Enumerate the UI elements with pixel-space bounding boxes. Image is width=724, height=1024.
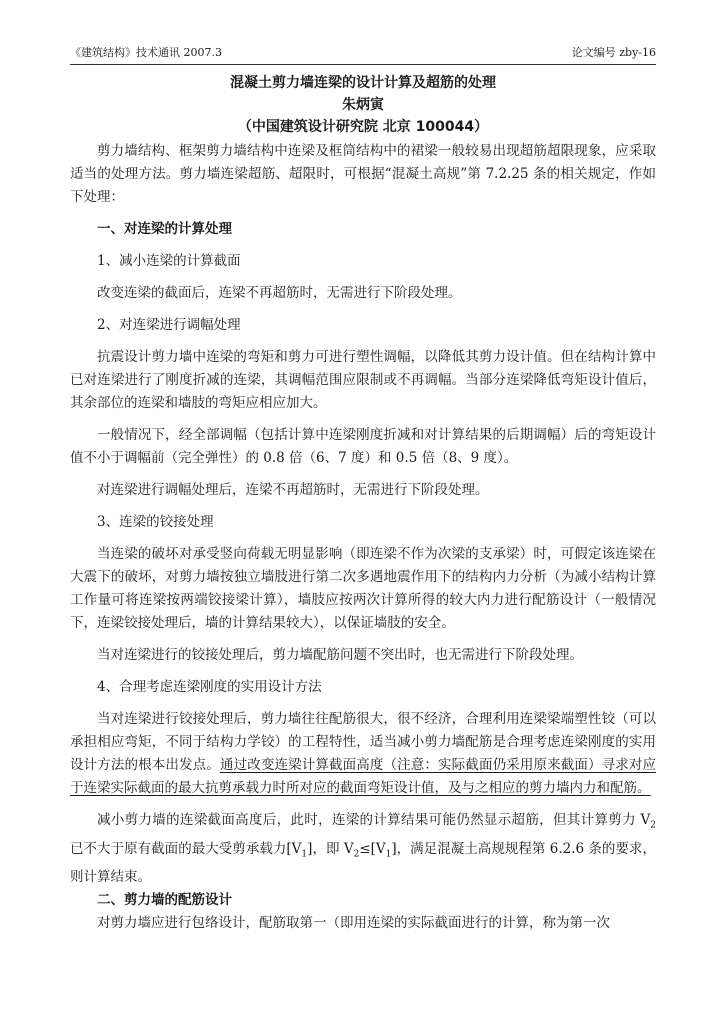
- subscript: 2: [650, 820, 656, 831]
- document-page: [70, 0, 656, 1024]
- paper-title: 混凝土剪力墙连梁的设计计算及超筋的处理: [230, 75, 496, 91]
- intro-paragraph: 剪力墙结构、框架剪力墙结构中连梁及框筒结构中的裙梁一般较易出现超筋超限现象，应采取适当的处理方法。剪力墙连梁超筋、超限时，可根据“混凝土高规”第 7.2.25 条的相关规定，作如下处理：: [70, 143, 656, 205]
- paragraph: 当连梁的破坏对承受竖向荷载无明显影响（即连梁不作为次梁的支承梁）时，可假定该连梁在大震下的破坏，对剪力墙按独立墙肢进行第二次多遇地震作用下的结构内力分析（为减小结构计算工作量可将连梁按两端铰接梁计算），墙肢应按两次计算所得的较大内力进行配筋设计（一般情况下，连梁铰接处理后，墙的计算结果较大），以保证墙肢的安全。: [70, 546, 656, 631]
- text-run: ≤[V: [359, 840, 386, 857]
- affiliation: （中国建筑设计研究院 北京 100044）: [237, 119, 489, 135]
- paragraph: 抗震设计剪力墙中连梁的弯矩和剪力可进行塑性调幅，以降低其剪力设计值。但在结构计算中已对连梁进行了刚度折减的连梁，其调幅范围应限制或不再调幅。当部分连梁降低弯矩设计值后，其余部位的连梁和墙肢的弯矩应相应加大。: [70, 349, 656, 411]
- subscript: 2: [353, 849, 360, 860]
- text-run: ]，即 V: [307, 840, 354, 857]
- subscript: 1: [301, 849, 308, 860]
- text-run: 减小剪力墙的连梁截面高度后，此时，连梁的计算结果可能仍然显示超筋，但其计算剪力 V: [97, 812, 651, 828]
- subsection-title-1-4: 4、合理考虑连梁刚度的实用设计方法: [97, 679, 322, 695]
- paragraph-text: 当对连梁进行铰接处理后，剪力墙往往配筋很大，很不经济，合理利用连梁梁端塑性铰（可以承担相应弯矩，不同于结构力学铰）的工程特性，适当减小剪力墙配筋是合理考虑连梁刚度的实用设计方法的根本出发点。: [70, 711, 656, 773]
- paper-body: [70, 140, 656, 935]
- author-name: 朱炳寅: [342, 97, 384, 113]
- section-heading-2: 二、剪力墙的配筋设计: [97, 892, 232, 909]
- text-run: ]，满足混凝土高规规程第 6.2.6 条的要求，则计算结束。: [70, 840, 657, 886]
- paragraph: 对剪力墙应进行包络设计，配筋取第一（即用连梁的实际截面进行的计算，称为第一次: [97, 915, 610, 932]
- subscript: 1: [385, 849, 392, 860]
- subsection-title-1-1: 1、减小连梁的计算截面: [97, 253, 241, 269]
- paragraph: 一般情况下，经全部调幅（包括计算中连梁刚度折减和对计算结果的后期调幅）后的弯矩设计值不小于调幅前（完全弹性）的 0.8 倍（6、7 度）和 0.5 倍（8、9 度）。: [70, 427, 656, 466]
- journal-name: 《建筑结构》技术通讯 2007.3: [70, 46, 222, 59]
- subsection-title-1-3: 3、连梁的铰接处理: [97, 514, 214, 530]
- paragraph: 改变连梁的截面后，连梁不再超筋时，无需进行下阶段处理。: [97, 285, 462, 301]
- title-block: [70, 72, 656, 138]
- running-header: [70, 44, 656, 65]
- subsection-title-1-2: 2、对连梁进行调幅处理: [97, 317, 241, 333]
- paragraph: 对连梁进行调幅处理后，连梁不再超筋时，无需进行下阶段处理。: [97, 482, 489, 498]
- paragraph: [70, 708, 656, 800]
- underlined-text: 通过改变连梁计算截面高度（注意：实际截面仍采用原来截面）寻求对应于连梁实际截面的最大抗剪承载力时所对应的截面弯矩设计值，及与之相应的剪力墙内力和配筋。: [70, 757, 657, 796]
- paper-number: 论文编号 zby-16: [571, 46, 656, 59]
- text-run: 已不大于原有截面的最大受剪承载力[V: [70, 840, 302, 857]
- paragraph: [70, 809, 656, 889]
- paragraph: 当对连梁进行的铰接处理后，剪力墙配筋问题不突出时，也无需进行下阶段处理。: [97, 647, 583, 663]
- section-heading-1: 一、对连梁的计算处理: [97, 221, 232, 237]
